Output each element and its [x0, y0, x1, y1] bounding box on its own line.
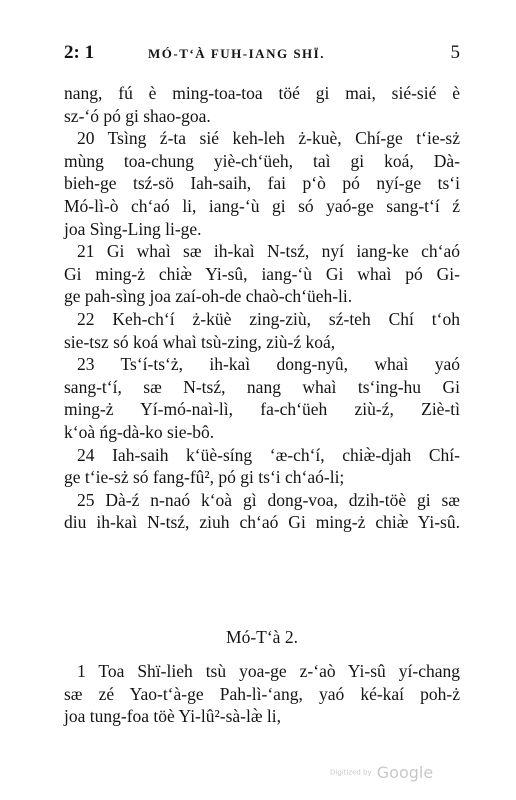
page-number: 5 — [450, 42, 460, 63]
text-line: nang, fú è ming-toa-toa töé gi mai, sié-sié è — [64, 83, 460, 103]
running-header — [64, 42, 460, 64]
text-line: sz-‘ó pó gi shao-goa. — [64, 105, 211, 126]
text-line: diu ih-kaì N-tsź, ziuh ch‘aó Gi ming-ż chiæ̀ Yi-sû. — [64, 512, 460, 533]
chapter-verse-ref: 2: 1 — [64, 42, 95, 63]
verse-1-line: 1 Toa Shï-lieh tsù yoa-ge z-‘aò Yi-sû yí-chang — [77, 661, 460, 681]
text-line: joa Sìng-Ling li-ge. — [64, 218, 202, 239]
body-text — [64, 82, 460, 534]
text-line: sang-t‘í, sæ N-tsź, nang whaì ts‘ing-hu Gi — [64, 376, 460, 397]
verse-20-line: 20 Tsìng ź-ta sié keh-leh ż-kuè, Chí-ge t‘ie-sż — [77, 128, 460, 149]
watermark-caption: Digitized by — [330, 768, 372, 777]
text-line: sæ zé Yao-t‘à-ge Pah-lì-‘ang, yaó ké-kaí poh-ż — [64, 683, 460, 704]
text-line: sie-tsz só koá whaì tsù-zing, ziù-ź koá, — [64, 331, 336, 352]
text-line: bieh-ge tsź-sö Iah-saih, fai p‘ò pó nyí-ge ts‘i — [64, 173, 460, 194]
text-line: k‘oà ńg-dà-ko sie-bô. — [64, 421, 215, 442]
text-line: ge t‘ie-sż só fang-fû², pó gi ts‘i ch‘aó-li; — [64, 467, 345, 488]
text-line: ming-ż Yí-mó-naì-lì, fa-ch‘üeh ziù-ź, Ziè-tì — [64, 399, 460, 420]
verse-25-line: 25 Dà-ź n-naó k‘oà gì dong-voa, dzih-töè gi sæ — [77, 489, 460, 510]
chapter-text — [64, 660, 460, 728]
digitization-watermark — [330, 762, 433, 782]
verse-23-line: 23 Ts‘í-ts‘ż, ih-kaì dong-nyû, whaì yaó — [77, 354, 460, 375]
text-line: Mó-lì-ò ch‘aó li, iang-‘ù gi só yaó-ge sang-t‘í ź — [64, 195, 460, 216]
verse-24-line: 24 Iah-saih k‘üè-síng ‘æ-ch‘í, chiæ̀-djah Chí- — [77, 444, 460, 465]
text-line: ge pah-sìng joa zaí-oh-de chaò-ch‘üeh-li. — [64, 286, 353, 307]
text-line: joa tung-foa töè Yi-lû²-sà-læ̀ li, — [64, 706, 281, 727]
verse-21-line: 21 Gi whaì sæ ih-kaì N-tsź, nyí iang-ke ch‘aó — [77, 241, 460, 262]
verse-22-line: 22 Keh-ch‘í ż-küè zing-ziù, sź-teh Chí t‘oh — [77, 308, 460, 329]
google-logo-text: Google — [376, 763, 434, 782]
running-title: MÓ-T‘À FUH-IANG SHÏ. — [148, 46, 325, 61]
text-line: mùng toa-chung yiè-ch‘üeh, taì gi koá, Dà- — [64, 150, 460, 171]
text-line: Gi ming-ż chiæ̀ Yi-sû, iang-‘ù Gi whaì pó Gi- — [64, 263, 460, 284]
chapter-heading: Mó-T‘à 2. — [226, 627, 298, 647]
